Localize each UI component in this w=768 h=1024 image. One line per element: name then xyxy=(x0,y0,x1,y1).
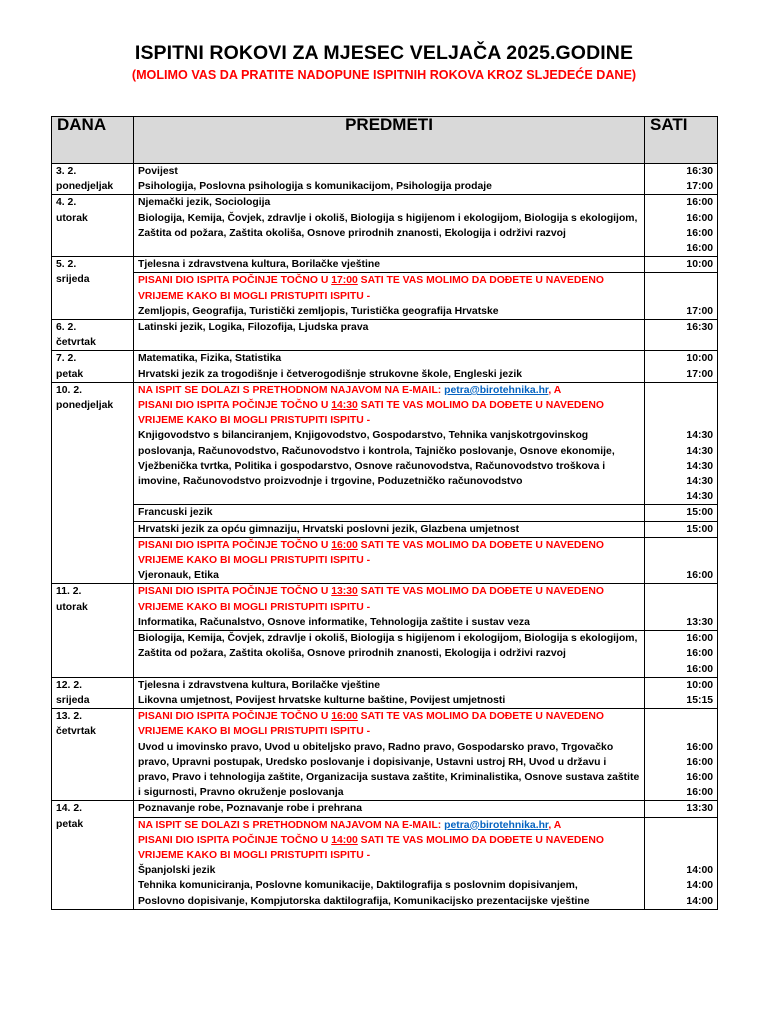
day-weekday: četvrtak xyxy=(56,337,96,349)
subjects-cell xyxy=(134,817,645,909)
time-value: 10:00 xyxy=(686,353,713,365)
time-value: 16:00 xyxy=(686,756,713,768)
exam-arrival-notice: VRIJEME KAKO BI MOGLI PRISTUPITI ISPITU - xyxy=(138,555,371,567)
subjects-cell xyxy=(134,211,645,257)
notice-text: , A xyxy=(548,384,562,396)
time-value: 14:00 xyxy=(686,895,713,907)
notice-text: SATI TE VAS MOLIMO DA DOĐETE U NAVEDENO xyxy=(357,586,604,598)
time-value: 14:30 xyxy=(686,476,713,488)
exam-arrival-notice: VRIJEME KAKO BI MOGLI PRISTUPITI ISPITU - xyxy=(138,726,371,738)
exam-start-notice xyxy=(138,833,640,848)
subject-text: Uvod u imovinsko pravo, Uvod u obiteljsko pravo, Radno pravo, Gospodarsko pravo, Trgovačko pravo, Upravni postupak, Uredsko poslovanje i dopisivanje, Ustavni ustroj RH, Uvod u državu i pravo, Pravo i tehnologija zaštite, Organizacija sustava zaštite, Kriminalistika, Osnove sustava zaštite i sigurnosti, Pravno okruženje poslovanja xyxy=(138,741,640,799)
time-cell xyxy=(645,164,718,195)
time-value: 16:30 xyxy=(686,166,713,177)
time-value: 16:00 xyxy=(686,197,713,209)
day-weekday: petak xyxy=(56,818,84,830)
notice-text: SATI TE VAS MOLIMO DA DOĐETE U NAVEDENO xyxy=(357,834,604,846)
time-cell xyxy=(645,631,718,678)
subjects-cell xyxy=(134,273,645,320)
time-value: 14:30 xyxy=(686,491,713,503)
time-cell xyxy=(645,677,718,708)
time-cell xyxy=(645,537,718,584)
time-cell xyxy=(645,257,718,273)
time-cell xyxy=(645,320,718,351)
subject-line: Latinski jezik, Logika, Filozofija, Ljudska prava xyxy=(138,322,369,334)
day-date: 6. 2. xyxy=(56,322,77,334)
subjects-cell xyxy=(134,631,645,678)
subject-line: Hrvatski jezik za trogodišnje i četverogodišnje strukovne škole, Engleski jezik xyxy=(138,368,523,380)
day-cell xyxy=(52,257,134,320)
subject-text: Knjigovodstvo s bilanciranjem, Knjigovodstvo, Gospodarstvo, Tehnika vanjskotrgovinskog poslovanja, Računovodstvo, Računovodstvo i kontrola, Tajničko poslovanje, Osnove ekonomije, Vježbenička tvrtka, Politika i gospodarstvo, Osnove računovodstva, Računovodstvo troškova i imovine, Računovodstvo proizvodnje i trgovine, Poduzetničko računovodstvo xyxy=(138,430,615,488)
notice-text: PISANI DIO ISPITA POČINJE TOČNO U xyxy=(138,586,332,598)
subject-line: Informatika, Računalstvo, Osnove informatike, Tehnologija zaštite i sustav veza xyxy=(138,616,530,628)
time-value: 13:30 xyxy=(686,616,713,628)
time-value: 15:00 xyxy=(686,507,713,519)
day-cell xyxy=(52,164,134,195)
time-value: 16:00 xyxy=(686,212,713,224)
day-weekday: ponedjeljak xyxy=(56,181,114,193)
table-row xyxy=(52,273,718,320)
notice-time: 17:00 xyxy=(331,275,358,287)
time-value: 14:30 xyxy=(686,430,713,442)
subject-line: Tjelesna i zdravstvena kultura, Borilačke vještine xyxy=(138,259,380,271)
day-cell xyxy=(52,320,134,351)
table-row xyxy=(52,537,718,584)
day-cell xyxy=(52,584,134,677)
day-weekday: srijeda xyxy=(56,694,90,706)
table-row xyxy=(52,211,718,257)
notice-text: SATI TE VAS MOLIMO DA DOĐETE U NAVEDENO xyxy=(357,539,604,551)
page-title: ISPITNI ROKOVI ZA MJESEC VELJAČA 2025.GODINE xyxy=(134,42,634,64)
page-subtitle: (MOLIMO VAS DA PRATITE NADOPUNE ISPITNIH ROKOVA KROZ SLJEDEĆE DANE) xyxy=(131,68,637,82)
time-value: 14:30 xyxy=(686,445,713,457)
subject-line: Hrvatski jezik za opću gimnaziju, Hrvatski poslovni jezik, Glazbena umjetnost xyxy=(138,523,520,535)
time-value: 10:00 xyxy=(686,259,713,271)
header-sati: SATI xyxy=(645,117,718,164)
subjects-cell xyxy=(134,320,645,351)
table-row xyxy=(52,584,718,631)
time-cell xyxy=(645,817,718,909)
time-value: 13:30 xyxy=(686,803,713,815)
subject-line: Francuski jezik xyxy=(138,507,213,519)
table-row xyxy=(52,164,718,195)
subjects-cell xyxy=(134,709,645,801)
time-value: 17:00 xyxy=(686,305,713,317)
table-header-row xyxy=(52,117,718,164)
notice-text: PISANI DIO ISPITA POČINJE TOČNO U xyxy=(138,711,332,723)
time-value: 16:00 xyxy=(686,741,713,753)
time-value: 16:30 xyxy=(686,322,713,334)
exam-start-notice xyxy=(138,538,640,553)
day-date: 7. 2. xyxy=(56,353,77,365)
notice-time: 16:00 xyxy=(331,711,358,723)
time-value: 15:15 xyxy=(686,694,713,706)
time-value: 16:00 xyxy=(686,663,713,675)
time-value: 16:00 xyxy=(686,771,713,783)
time-value: 17:00 xyxy=(686,181,713,193)
day-weekday: utorak xyxy=(56,601,88,613)
table-row xyxy=(52,195,718,211)
exam-registration-notice xyxy=(138,818,640,833)
subject-line: Povijest xyxy=(138,166,178,177)
notice-text: PISANI DIO ISPITA POČINJE TOČNO U xyxy=(138,400,332,412)
day-cell xyxy=(52,382,134,584)
notice-text: , A xyxy=(548,819,562,831)
header-predmeti: PREDMETI xyxy=(134,117,645,164)
table-row xyxy=(52,505,718,521)
subject-line: Poznavanje robe, Poznavanje robe i prehrana xyxy=(138,803,363,815)
time-cell xyxy=(645,382,718,505)
subjects-cell xyxy=(134,351,645,382)
subjects-cell xyxy=(134,382,645,505)
day-date: 3. 2. xyxy=(56,166,77,177)
notice-time: 16:00 xyxy=(331,539,358,551)
time-cell xyxy=(645,584,718,631)
time-value: 16:00 xyxy=(686,570,713,582)
exam-start-notice xyxy=(138,398,640,413)
time-value: 16:00 xyxy=(686,227,713,239)
table-row xyxy=(52,320,718,351)
exam-arrival-notice: VRIJEME KAKO BI MOGLI PRISTUPITI ISPITU - xyxy=(138,415,371,427)
time-value: 16:00 xyxy=(686,648,713,660)
notice-text: SATI TE VAS MOLIMO DA DOĐETE U NAVEDENO xyxy=(357,711,604,723)
table-row xyxy=(52,382,718,505)
subjects-cell xyxy=(134,505,645,521)
subject-line: Španjolski jezik xyxy=(138,865,216,877)
notice-text: SATI TE VAS MOLIMO DA DOĐETE U NAVEDENO xyxy=(357,400,604,412)
notice-text: NA ISPIT SE DOLAZI S PRETHODNOM NAJAVOM NA E-MAIL: xyxy=(138,384,445,396)
exam-arrival-notice: VRIJEME KAKO BI MOGLI PRISTUPITI ISPITU - xyxy=(138,849,371,861)
notice-text: PISANI DIO ISPITA POČINJE TOČNO U xyxy=(138,834,332,846)
time-cell xyxy=(645,211,718,257)
day-date: 13. 2. xyxy=(56,711,82,723)
day-cell xyxy=(52,351,134,382)
subject-line: Psihologija, Poslovna psihologija s komunikacijom, Psihologija prodaje xyxy=(138,181,492,193)
time-cell xyxy=(645,273,718,320)
subject-line: Zemljopis, Geografija, Turistički zemljopis, Turistička geografija Hrvatske xyxy=(138,305,499,317)
subjects-cell xyxy=(134,195,645,211)
day-cell xyxy=(52,709,134,801)
subject-text: Biologija, Kemija, Čovjek, zdravlje i okoliš, Biologija s higijenom i ekologijom, Biologija s ekologijom, Zaštita od požara, Zaštita okoliša, Osnove prirodnih znanosti, Ekologija i održivi razvoj xyxy=(138,212,638,239)
exam-arrival-notice: VRIJEME KAKO BI MOGLI PRISTUPITI ISPITU - xyxy=(138,290,371,302)
time-value: 15:00 xyxy=(686,523,713,535)
day-weekday: utorak xyxy=(56,212,88,224)
day-date: 14. 2. xyxy=(56,803,82,815)
day-date: 12. 2. xyxy=(56,679,82,691)
exam-start-notice xyxy=(138,273,640,288)
table-row xyxy=(52,709,718,801)
subject-line: Poslovno dopisivanje, Kompjutorska daktilografija, Komunikacijsko prezentacijske vještine xyxy=(138,895,590,907)
time-cell xyxy=(645,505,718,521)
exam-start-notice xyxy=(138,584,640,599)
day-cell xyxy=(52,801,134,909)
notice-text: NA ISPIT SE DOLAZI S PRETHODNOM NAJAVOM NA E-MAIL: xyxy=(138,819,445,831)
header-dana: DANA xyxy=(52,117,134,164)
day-weekday: petak xyxy=(56,368,84,380)
subjects-cell xyxy=(134,584,645,631)
subjects-cell xyxy=(134,164,645,195)
time-value: 14:00 xyxy=(686,880,713,892)
day-date: 5. 2. xyxy=(56,259,77,271)
subjects-cell xyxy=(134,537,645,584)
time-value: 16:00 xyxy=(686,243,713,255)
email-link[interactable]: petra@birotehnika.hr xyxy=(444,384,549,396)
time-value: 14:30 xyxy=(686,460,713,472)
exam-arrival-notice: VRIJEME KAKO BI MOGLI PRISTUPITI ISPITU - xyxy=(138,601,371,613)
subject-line: Matematika, Fizika, Statistika xyxy=(138,353,282,365)
notice-time: 14:00 xyxy=(331,834,358,846)
time-cell xyxy=(645,801,718,817)
table-row xyxy=(52,631,718,678)
subjects-cell xyxy=(134,677,645,708)
notice-time: 14:30 xyxy=(331,400,358,412)
subject-line: Vjeronauk, Etika xyxy=(138,570,219,582)
notice-text: SATI TE VAS MOLIMO DA DOĐETE U NAVEDENO xyxy=(357,275,604,287)
table-row xyxy=(52,257,718,273)
notice-text: PISANI DIO ISPITA POČINJE TOČNO U xyxy=(138,275,332,287)
time-value: 14:00 xyxy=(686,865,713,877)
table-row xyxy=(52,817,718,909)
time-value: 16:00 xyxy=(686,633,713,645)
subjects-cell xyxy=(134,521,645,537)
exam-schedule-table xyxy=(51,116,718,910)
day-cell xyxy=(52,677,134,708)
table-row xyxy=(52,801,718,817)
day-weekday: četvrtak xyxy=(56,726,96,738)
email-link[interactable]: petra@birotehnika.hr xyxy=(444,819,549,831)
exam-start-notice xyxy=(138,709,640,724)
time-value: 17:00 xyxy=(686,368,713,380)
table-row xyxy=(52,351,718,382)
subject-line: Njemački jezik, Sociologija xyxy=(138,197,271,209)
day-date: 4. 2. xyxy=(56,197,77,209)
notice-time: 13:30 xyxy=(331,586,358,598)
day-cell xyxy=(52,195,134,257)
subjects-cell xyxy=(134,257,645,273)
time-cell xyxy=(645,521,718,537)
table-row xyxy=(52,677,718,708)
time-value: 10:00 xyxy=(686,679,713,691)
subject-text: Biologija, Kemija, Čovjek, zdravlje i okoliš, Biologija s higijenom i ekologijom, Biologija s ekologijom, Zaštita od požara, Zaštita okoliša, Osnove prirodnih znanosti, Ekologija i održivi razvoj xyxy=(138,633,638,660)
subject-line: Tehnika komuniciranja, Poslovne komunikacije, Daktilografija s poslovnim dopisivanjem, xyxy=(138,880,578,892)
subject-line: Tjelesna i zdravstvena kultura, Borilačke vještine xyxy=(138,679,380,691)
day-weekday: ponedjeljak xyxy=(56,400,114,412)
subject-line: Likovna umjetnost, Povijest hrvatske kulturne baštine, Povijest umjetnosti xyxy=(138,694,506,706)
subjects-cell xyxy=(134,801,645,817)
time-cell xyxy=(645,709,718,801)
table-row xyxy=(52,521,718,537)
day-weekday: srijeda xyxy=(56,274,90,286)
day-date: 11. 2. xyxy=(56,586,82,598)
time-cell xyxy=(645,351,718,382)
exam-registration-notice xyxy=(138,383,640,398)
notice-text: PISANI DIO ISPITA POČINJE TOČNO U xyxy=(138,539,332,551)
time-value: 16:00 xyxy=(686,787,713,799)
day-date: 10. 2. xyxy=(56,384,82,396)
time-cell xyxy=(645,195,718,211)
